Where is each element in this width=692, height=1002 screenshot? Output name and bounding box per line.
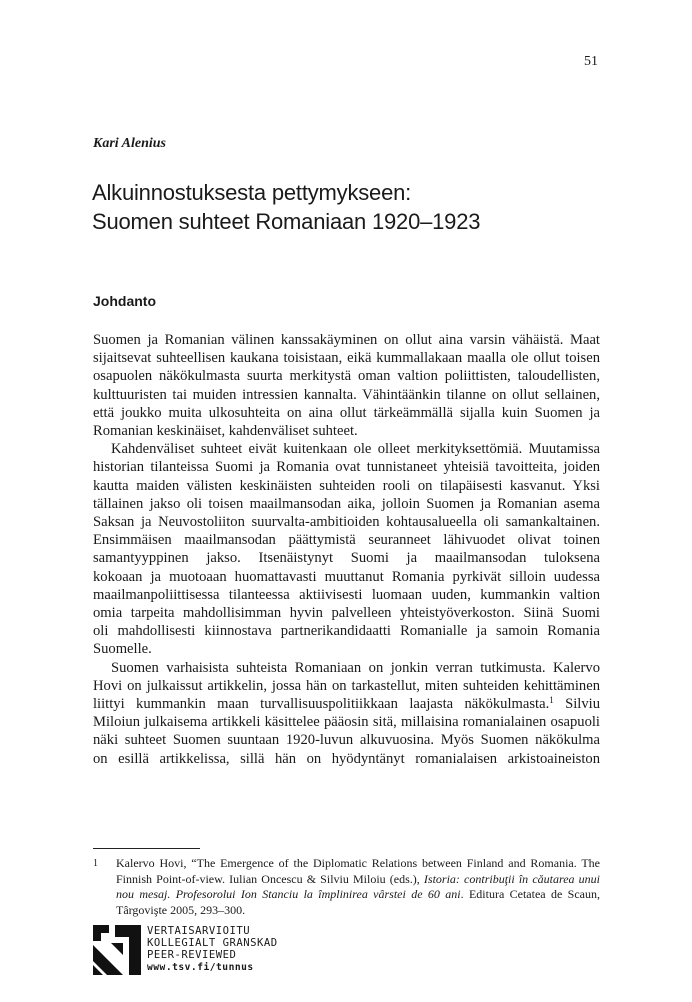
page-number: 51 [584, 54, 598, 69]
body-line: että joukko muita ulkosuhteita on aina ollut tärkeämmällä sijalla kuin Suomen ja [93, 404, 600, 421]
badge-line: VERTAISARVIOITU [147, 925, 251, 937]
body-line: maailmanpoliittisessa tilanteessa aktiivisesti luomaan uuden, kummankin valtion [93, 586, 600, 603]
peer-review-logo-icon [93, 925, 141, 975]
footnote-text-part: . Editura Cetatea de Scaun, Târgovişte 2005, 293–300. [116, 887, 600, 917]
badge-line: PEER-REVIEWED [147, 949, 237, 962]
body-line: Suomen varhaisista suhteista Romaniaan on jonkin verran tutkimusta. Kalervo [111, 659, 600, 676]
body-line: tällainen jakso oli toisen maailmansodan aika, jolloin Suomen ja Romanian asema [93, 495, 600, 512]
body-line: kokoaan ja muotoaan huomattavasti muuttanut Romania pyrkivät silloin uudessa [93, 568, 600, 585]
badge-line: KOLLEGIALT GRANSKAD [147, 937, 278, 950]
body-line: Miloiun julkaisema artikkeli käsittelee pääosin sitä, millaisina romanialainen osapuoli [93, 714, 600, 731]
body-line: Kahdenväliset suhteet eivät kuitenkaan ole olleet merkityksettömiä. Muutamissa [111, 441, 600, 458]
article-title [92, 178, 480, 236]
title-line: Alkuinnostuksesta pettymykseen: [92, 180, 412, 205]
author-name: Kari Alenius [93, 136, 167, 151]
body-line: näki suhteet Suomen suuntaan 1920-luvun alkuvuosina. Myös Suomen näkökulma [93, 732, 600, 749]
body-line: kulttuuristen tai muiden intressien kannalta. Vähintäänkin tilanne on ollut sellainen, [93, 386, 600, 403]
body-line: oli mahdollisesti kiinnostava partnerikandidaatti Romanialle ja samoin Romania [93, 623, 600, 640]
body-line: on esillä artikkelissa, sillä hän on hyödyntänyt romanialaisen arkistoaineiston [93, 750, 600, 767]
section-heading: Johdanto [93, 293, 156, 309]
body-line: Romanian keskinäiset, kahdenväliset suhteet. [93, 423, 358, 440]
body-line: historian tilanteissa Suomi ja Romania ovat tunnistaneet yhteisiä tavoitteita, joiden [93, 459, 600, 476]
footnote-reference[interactable]: 1 [549, 695, 554, 706]
badge-url[interactable]: www.tsv.fi/tunnus [147, 961, 254, 973]
body-line: kautta maiden välisten keskinäisten suhteiden rooli on tilapäisesti kasvanut. Yksi [93, 477, 600, 494]
body-line-text: Silviu [565, 696, 600, 713]
body-line-text: liittyi kummankin maan turvallisuuspolitiikkaan laajasta näkökulmasta. [93, 696, 550, 713]
body-text [93, 331, 600, 768]
footnote-text-italic: Istoria: contribuţii în căutarea unui nou mesaj. Profesorolui Ion Stanciu la împlinirea vârstei de 60 ani [116, 871, 600, 902]
body-line: samantyyppinen jakso. Itsenäistynyt Suomi ja maailmansodan tuloksena [93, 550, 600, 567]
footnote-divider [93, 848, 200, 849]
footnote-text-part: Kalervo Hovi, “The Emergence of the Diplomatic Relations between Finland and Romania. The Finnish Point-of-view. Iulian Oncescu & Silviu Miloiu (eds.), [116, 856, 600, 886]
title-line: Suomen suhteet Romaniaan 1920–1923 [92, 209, 481, 234]
body-line: Hovi on julkaissut artikkelin, jossa hän on tarkastellut, miten suhteiden kehittäminen [93, 677, 600, 694]
footnote [93, 856, 600, 918]
body-line: sijaitsevat suhteellisen kaukana toisistaan, eikä kummallakaan maalla ole ollut toisen [93, 350, 600, 367]
body-line: Suomelle. [93, 641, 152, 658]
body-line: Suomen ja Romanian välinen kanssakäyminen on ollut aina varsin vähäistä. Maat [93, 332, 600, 348]
footnote-number: 1 [93, 858, 98, 869]
body-line: Saksan ja Neuvostoliiton suurvalta-ambitioiden kohtausalueella oli samankaltainen. [93, 514, 600, 531]
footnote-text [116, 856, 600, 918]
body-line: Ensimmäisen maailmansodan päättymistä seuranneet lähivuodet olivat toinen [93, 532, 600, 549]
body-line [93, 695, 600, 713]
badge-text [147, 925, 278, 974]
body-line: omia tarpeita mahdollisimman hyvin palvelleen yhteistyöverkoston. Siinä Suomi [93, 605, 600, 622]
body-line: osapuolen näkökulmasta suurta merkitystä oman valtion poliittisten, taloudellisten, [93, 368, 600, 385]
peer-review-badge [93, 925, 278, 975]
